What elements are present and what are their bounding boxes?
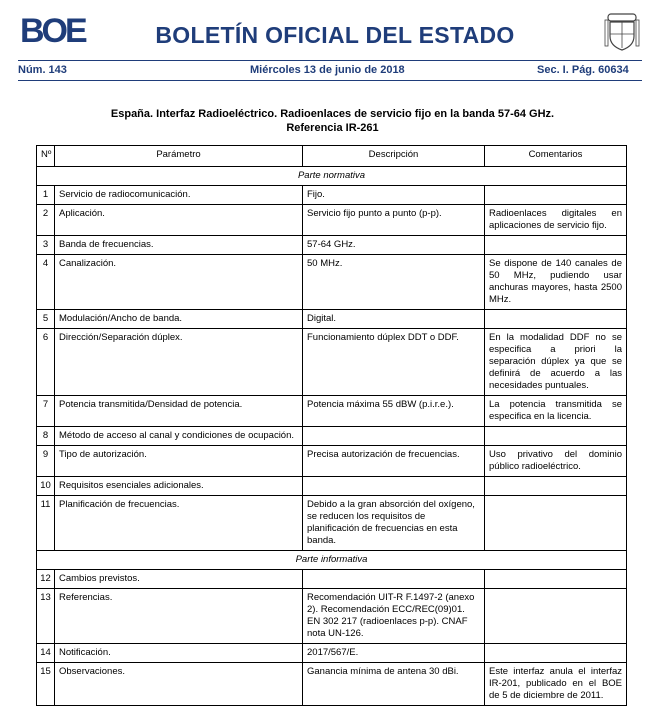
table-row <box>37 329 627 396</box>
row-parameter: Cambios previstos. <box>55 570 303 589</box>
header-description: Descripción <box>303 146 485 167</box>
row-parameter: Método de acceso al canal y condiciones de ocupación. <box>55 427 303 446</box>
row-description <box>303 570 485 589</box>
row-comment <box>485 186 627 205</box>
table-row <box>37 427 627 446</box>
table-row <box>37 255 627 310</box>
row-comment <box>485 236 627 255</box>
row-parameter: Aplicación. <box>55 205 303 236</box>
row-description: Potencia máxima 55 dBW (p.i.r.e.). <box>303 396 485 427</box>
table-row <box>37 236 627 255</box>
row-comment: Este interfaz anula el interfaz IR-201, publicado en el BOE de 5 de diciembre de 2011. <box>485 663 627 706</box>
row-parameter: Requisitos esenciales adicionales. <box>55 477 303 496</box>
section-heading: Parte normativa <box>37 167 627 186</box>
header-parameter: Parámetro <box>55 146 303 167</box>
row-description: Servicio fijo punto a punto (p-p). <box>303 205 485 236</box>
row-parameter: Tipo de autorización. <box>55 446 303 477</box>
table-row <box>37 396 627 427</box>
row-number: 2 <box>37 205 55 236</box>
row-number: 11 <box>37 496 55 551</box>
row-description <box>303 427 485 446</box>
table-row <box>37 589 627 644</box>
row-number: 1 <box>37 186 55 205</box>
table-row <box>37 186 627 205</box>
header-num: Nº <box>37 146 55 167</box>
issue-date: Miércoles 13 de junio de 2018 <box>250 64 405 76</box>
table-header-row <box>37 146 627 167</box>
row-description: 2017/567/E. <box>303 644 485 663</box>
row-parameter: Planificación de frecuencias. <box>55 496 303 551</box>
row-description: 57-64 GHz. <box>303 236 485 255</box>
table-row <box>37 477 627 496</box>
document-title-line1: España. Interfaz Radioeléctrico. Radioenlaces de servicio fijo en la banda 57-64 GHz. <box>110 108 555 120</box>
row-number: 8 <box>37 427 55 446</box>
row-description: Funcionamiento dúplex DDT o DDF. <box>303 329 485 396</box>
row-parameter: Observaciones. <box>55 663 303 706</box>
table-row <box>37 570 627 589</box>
row-number: 5 <box>37 310 55 329</box>
table-section-row <box>37 167 627 186</box>
row-comment: Se dispone de 140 canales de 50 MHz, pudiendo usar anchuras mayores, hasta 2500 MHz. <box>485 255 627 310</box>
row-parameter: Modulación/Ancho de banda. <box>55 310 303 329</box>
row-comment: La potencia transmitida se especifica en la licencia. <box>485 396 627 427</box>
row-comment <box>485 427 627 446</box>
row-number: 9 <box>37 446 55 477</box>
row-parameter: Potencia transmitida/Densidad de potencia. <box>55 396 303 427</box>
table-row <box>37 644 627 663</box>
row-comment <box>485 570 627 589</box>
row-description: Recomendación UIT-R F.1497-2 (anexo 2). Recomendación ECC/REC(09)01. EN 302 217 (radioenlaces p-p). CNAF nota UN-126. <box>303 589 485 644</box>
row-number: 13 <box>37 589 55 644</box>
row-comment <box>485 310 627 329</box>
row-number: 7 <box>37 396 55 427</box>
row-number: 14 <box>37 644 55 663</box>
table-row <box>37 205 627 236</box>
row-parameter: Notificación. <box>55 644 303 663</box>
row-parameter: Dirección/Separación dúplex. <box>55 329 303 396</box>
table-row <box>37 446 627 477</box>
row-description: Digital. <box>303 310 485 329</box>
row-number: 10 <box>37 477 55 496</box>
boe-logo: BOE <box>20 12 85 50</box>
row-description: Precisa autorización de frecuencias. <box>303 446 485 477</box>
table-row <box>37 663 627 706</box>
issue-number: Núm. 143 <box>18 64 67 76</box>
row-number: 3 <box>37 236 55 255</box>
row-description: Debido a la gran absorción del oxígeno, se reducen los requisitos de planificación de frecuencias en esta banda. <box>303 496 485 551</box>
document-title <box>60 107 605 135</box>
row-parameter: Canalización. <box>55 255 303 310</box>
header-divider-top <box>18 60 642 61</box>
row-comment: En la modalidad DDF no se especifica a priori la separación dúplex ya que se definirá de acuerdo a las necesidades puntuales. <box>485 329 627 396</box>
row-description: 50 MHz. <box>303 255 485 310</box>
row-description: Fijo. <box>303 186 485 205</box>
row-comment: Uso privativo del dominio público radioeléctrico. <box>485 446 627 477</box>
page-header <box>0 0 665 60</box>
row-number: 15 <box>37 663 55 706</box>
table-row <box>37 310 627 329</box>
header-comments: Comentarios <box>485 146 627 167</box>
table-row <box>37 496 627 551</box>
page-title: BOLETÍN OFICIAL DEL ESTADO <box>155 22 515 48</box>
row-comment <box>485 477 627 496</box>
row-parameter: Referencias. <box>55 589 303 644</box>
row-number: 6 <box>37 329 55 396</box>
row-number: 12 <box>37 570 55 589</box>
section-page: Sec. I. Pág. 60634 <box>537 64 629 76</box>
parameters-table <box>36 145 627 706</box>
coat-of-arms-icon <box>604 12 640 52</box>
row-number: 4 <box>37 255 55 310</box>
row-description: Ganancia mínima de antena 30 dBi. <box>303 663 485 706</box>
row-comment: Radioenlaces digitales en aplicaciones de servicio fijo. <box>485 205 627 236</box>
row-parameter: Banda de frecuencias. <box>55 236 303 255</box>
row-parameter: Servicio de radiocomunicación. <box>55 186 303 205</box>
header-divider-bottom <box>18 80 642 81</box>
section-heading: Parte informativa <box>37 551 627 570</box>
row-description <box>303 477 485 496</box>
row-comment <box>485 496 627 551</box>
document-title-line2: Referencia IR-261 <box>286 122 379 134</box>
row-comment <box>485 589 627 644</box>
table-section-row <box>37 551 627 570</box>
row-comment <box>485 644 627 663</box>
